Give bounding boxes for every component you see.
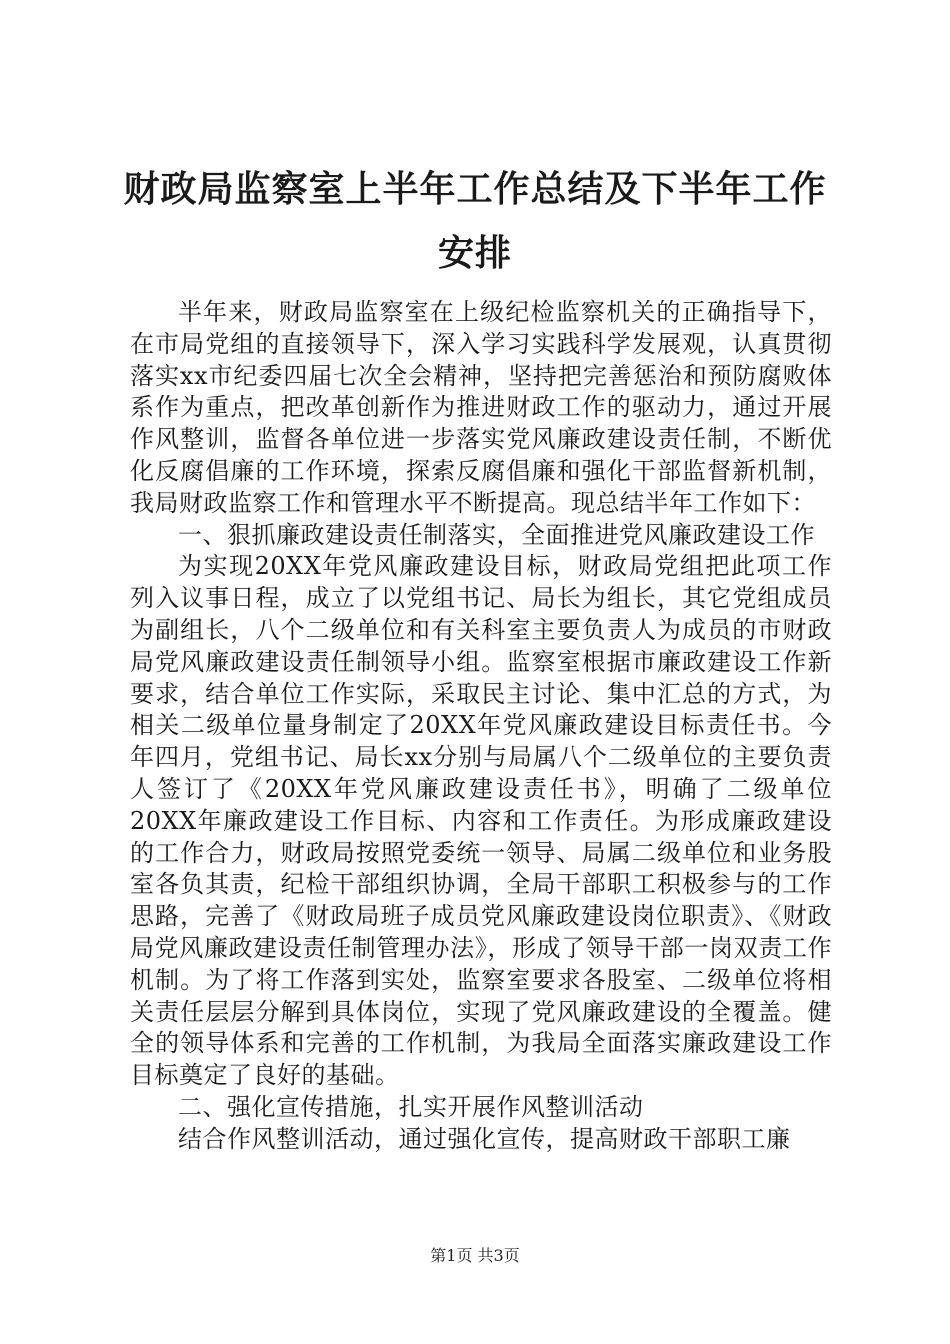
paragraph-section-2: 结合作风整训活动，通过强化宣传，提高财政干部职工廉 [178, 1124, 791, 1153]
document-body [130, 297, 832, 1156]
section-heading-1: 一、狠抓廉政建设责任制落实，全面推进党风廉政建设工作 [178, 520, 815, 549]
document-title: 财政局监察室上半年工作总结及下半年工作安排 [123, 169, 827, 274]
section-heading-2: 二、强化宣传措施，扎实开展作风整训活动 [178, 1092, 644, 1121]
paragraph-section-1: 为实现20XX年党风廉政建设目标，财政局党组把此项工作列入议事日程，成立了以党组书记、局长为组长，其它党组成员为副组长，八个二级单位和有关科室主要负责人为成员的市财政局党风廉政建设责任制领导小组。监察室根据市廉政建设工作新要求，结合单位工作实际，采取民主讨论、集中汇总的方式，为相关二级单位量身制定了20XX年党风廉政建设目标责任书。今年四月，党组书记、局长xx分别与局属八个二级单位的主要负责人签订了《20XX年党风廉政建设责任书》，明确了二级单位20XX年廉政建设工作目标、内容和工作责任。为形成廉政建设的工作合力，财政局按照党委统一领导、局属二级单位和业务股室各负其责，纪检干部组织协调，全局干部职工积极参与的工作思路，完善了《财政局班子成员党风廉政建设岗位职责》、《财政局党风廉政建设责任制管理办法》，形成了领导干部一岗双责工作机制。为了将工作落到实处，监察室要求各股室、二级单位将相关责任层层分解到具体岗位，实现了党风廉政建设的全覆盖。健全的领导体系和完善的工作机制，为我局全面落实廉政建设工作目标奠定了良好的基础。 [130, 552, 832, 1090]
page-footer: 第1页 共3页 [430, 1246, 520, 1265]
paragraph-intro: 半年来，财政局监察室在上级纪检监察机关的正确指导下，在市局党组的直接领导下，深入学习实践科学发展观，认真贯彻落实xx市纪委四届七次全会精神，坚持把完善惩治和预防腐败体系作为重点，把改革创新作为推进财政工作的驱动力，通过开展作风整训，监督各单位进一步落实党风廉政建设责任制，不断优化反腐倡廉的工作环境，探索反腐倡廉和强化干部监督新机制，我局财政监察工作和管理水平不断提高。现总结半年工作如下： [130, 298, 832, 517]
